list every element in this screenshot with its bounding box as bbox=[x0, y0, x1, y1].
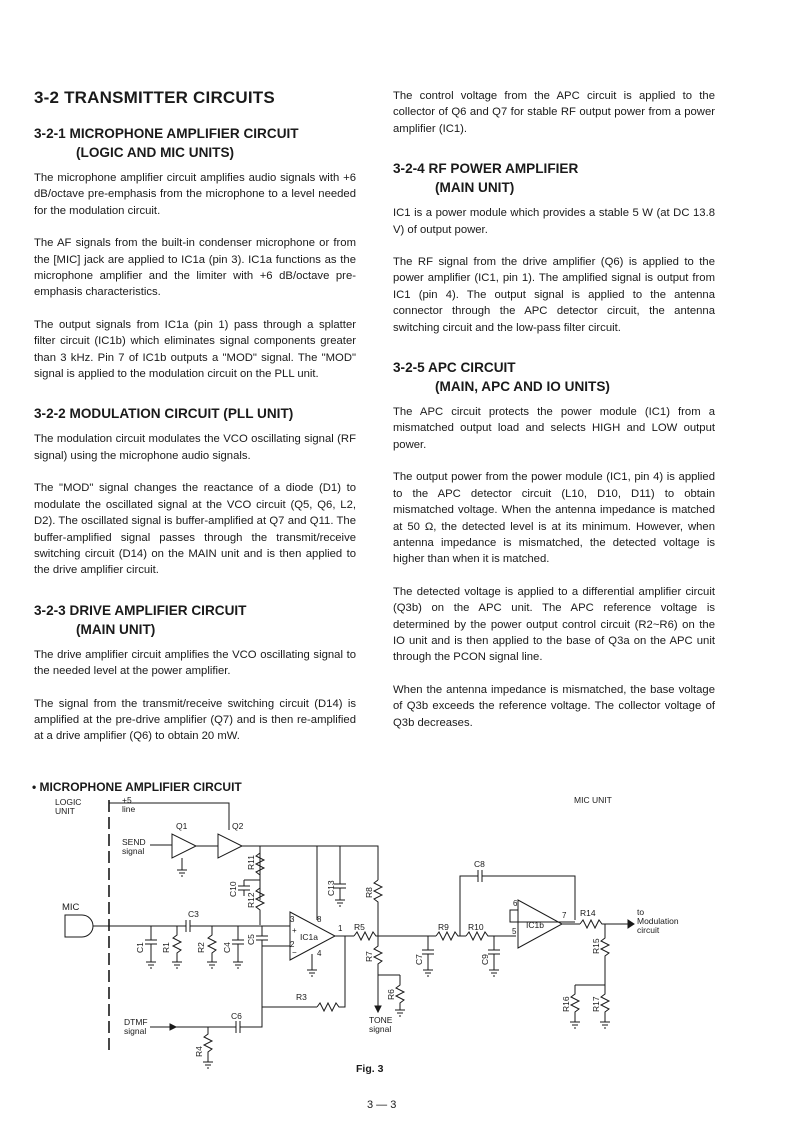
figure-caption: Fig. 3 bbox=[356, 1063, 384, 1075]
c13-label: C13 bbox=[326, 880, 336, 896]
dtmf-label-2: signal bbox=[124, 1026, 147, 1036]
heading-line-1: 3-2-3 DRIVE AMPLIFIER CIRCUIT bbox=[34, 602, 247, 618]
heading-line-1: 3-2-4 RF POWER AMPLIFIER bbox=[393, 161, 579, 177]
tone-label-1: TONE bbox=[369, 1015, 393, 1025]
paragraph: The detected voltage is applied to a differential amplifier circuit (Q3b) on the APC unit. The APC reference voltage is determined by the power output control circuit (R2~R6) on the IO unit and is then applied to the base of Q3a on the APC unit through the PCON signal line. bbox=[393, 585, 715, 664]
figure-title: • MICROPHONE AMPLIFIER CIRCUIT bbox=[32, 780, 242, 794]
heading-line-2: (MAIN UNIT) bbox=[435, 180, 515, 196]
c10-label: C10 bbox=[228, 881, 238, 897]
paragraph: The control voltage from the APC circuit is applied to the collector of Q6 and Q7 for stable RF output power from a power amplifier (IC1). bbox=[393, 90, 715, 135]
send-label-1: SEND bbox=[122, 837, 146, 847]
plus-sign: + bbox=[292, 926, 297, 935]
r11-label: R11 bbox=[246, 855, 256, 870]
pin5-label: 5 bbox=[512, 927, 517, 936]
power-rail bbox=[242, 846, 378, 880]
q1-label: Q1 bbox=[176, 821, 188, 831]
output-label-3: circuit bbox=[637, 925, 660, 935]
r3-label: R3 bbox=[296, 992, 307, 1002]
mic-symbol bbox=[65, 915, 93, 937]
paragraph: The output signals from IC1a (pin 1) pass through a splatter filter circuit (IC1b) which eliminates signal components greater than 3 kHz. Pin 7 of IC1b outputs a "MOD" signal. The "MOD" signal is applied to the modulation circuit on the PLL unit. bbox=[34, 318, 356, 381]
heading-line-2: (LOGIC AND MIC UNITS) bbox=[76, 145, 235, 160]
pin6-label: 6 bbox=[513, 899, 518, 908]
pin4-label: 4 bbox=[317, 949, 322, 958]
pin7-label: 7 bbox=[562, 911, 567, 920]
logic-unit-label-1: LOGIC bbox=[55, 797, 82, 807]
r9-label: R9 bbox=[438, 922, 449, 932]
r8-label: R8 bbox=[364, 887, 374, 898]
r7-label: R7 bbox=[364, 951, 374, 962]
c1-label: C1 bbox=[135, 942, 145, 953]
pin1-label: 1 bbox=[338, 924, 343, 933]
pin8-label: 8 bbox=[317, 915, 322, 924]
heading-line-2: (MAIN, APC AND IO UNITS) bbox=[435, 379, 610, 395]
output-label-1: to bbox=[637, 907, 645, 917]
paragraph: The signal from the transmit/receive switching circuit (D14) is amplified at the pre-drive amplifier (Q7) and is then re-amplified at a drive amplifier (Q6) to obtain 20 mW. bbox=[34, 697, 356, 743]
c7-label: C7 bbox=[414, 954, 424, 965]
section-heading: 3-2-2 MODULATION CIRCUIT (PLL UNIT) bbox=[34, 406, 294, 422]
heading-line-2: (MAIN UNIT) bbox=[76, 621, 156, 637]
paragraph: The drive amplifier circuit amplifies the VCO oscillating signal to the needed level at the power amplifier. bbox=[34, 648, 356, 678]
c3-label: C3 bbox=[188, 909, 199, 919]
paragraph: The output power from the power module (IC1, pin 4) is applied to the APC detector circuit (L10, D10, D11) to obtain mismatched voltage. When the antenna impedance is matched at 50 Ω, the detected level is at its minimum. However, when antenna impedance is mismatched, the detected voltage is higher than when it is matched. bbox=[393, 471, 715, 566]
r4-label: R4 bbox=[194, 1046, 204, 1057]
q2-label: Q2 bbox=[232, 821, 244, 831]
pin2-label: 2 bbox=[290, 940, 295, 949]
paragraph: The "MOD" signal changes the reactance of a diode (D1) to modulate the oscillated signal at the VCO circuit (Q5, Q6, L2, D2). The oscillated signal is buffer-amplified at Q7 and Q11. The buffer-amplified signal passes through the transmit/receive switching circuit (D14) on the MAIN unit and is then applied to the drive amplifier circuit. bbox=[34, 482, 356, 577]
dtmf-label-1: DTMF bbox=[124, 1017, 148, 1027]
r10-label: R10 bbox=[468, 922, 484, 932]
logic-unit-label-2: UNIT bbox=[55, 806, 75, 816]
r12-label: R12 bbox=[246, 892, 256, 908]
minus-sign: − bbox=[292, 948, 297, 957]
r16-label: R16 bbox=[561, 996, 571, 1012]
c9-label: C9 bbox=[480, 954, 490, 965]
heading-line-1: 3-2-5 APC CIRCUIT bbox=[393, 360, 516, 376]
paragraph: The modulation circuit modulates the VCO oscillating signal (RF signal) using the microphone audio signals. bbox=[34, 433, 356, 462]
r17-label: R17 bbox=[591, 996, 601, 1012]
paragraph: The microphone amplifier circuit amplifies audio signals with +6 dB/octave pre-emphasis from the microphone to a level needed for the modulation circuit. bbox=[34, 172, 356, 217]
paragraph: The RF signal from the drive amplifier (Q6) is applied to the power amplifier (IC1, pin 1). The amplified signal is output from IC1 (pin 4). The output signal is applied to the antenna connector through the APC detector circuit, the antenna switching circuit and the low-pass filter circuit. bbox=[393, 256, 715, 334]
pin3-label: 3 bbox=[290, 915, 295, 924]
r15-label: R15 bbox=[591, 938, 601, 954]
r14-label: R14 bbox=[580, 908, 596, 918]
paragraph: When the antenna impedance is mismatched, the base voltage of Q3b exceeds the reference voltage. The collector voltage of Q3b decreases. bbox=[393, 683, 715, 729]
c4-label: C4 bbox=[222, 942, 232, 953]
paragraph: The AF signals from the built-in condenser microphone or from the [MIC] jack are applied to IC1a (pin 3). IC1a functions as the microphone amplifier and the limiter with +6 dB/octave pre-emphasis characteristics. bbox=[34, 237, 356, 299]
paragraph: The APC circuit protects the power module (IC1) from a mismatched output load and selects HIGH and LOW output power. bbox=[393, 406, 715, 451]
output-label-2: Modulation bbox=[637, 916, 679, 926]
ic1b-label: IC1b bbox=[526, 920, 544, 930]
plus5-label-2: line bbox=[122, 804, 136, 814]
r2-label: R2 bbox=[196, 942, 206, 953]
r1-label: R1 bbox=[161, 942, 171, 953]
ic1a-label: IC1a bbox=[300, 932, 318, 942]
c8-label: C8 bbox=[474, 859, 485, 869]
paragraph: IC1 is a power module which provides a stable 5 W (at DC 13.8 V) of output power. bbox=[393, 207, 715, 236]
c6-label: C6 bbox=[231, 1011, 242, 1021]
c5-label: C5 bbox=[246, 934, 256, 945]
q2-symbol bbox=[218, 834, 242, 858]
tone-label-2: signal bbox=[369, 1024, 392, 1034]
page-number: 3 — 3 bbox=[367, 1099, 397, 1111]
plus5-label-1: +5 bbox=[122, 795, 132, 805]
mic-label: MIC bbox=[62, 902, 80, 913]
r6-label: R6 bbox=[386, 989, 396, 1000]
heading-line-1: 3-2-1 MICROPHONE AMPLIFIER CIRCUIT bbox=[34, 126, 299, 141]
q1-symbol bbox=[172, 834, 196, 858]
r5-label: R5 bbox=[354, 922, 365, 932]
send-label-2: signal bbox=[122, 846, 145, 856]
main-title: 3-2 TRANSMITTER CIRCUITS bbox=[34, 88, 275, 107]
mic-unit-label: MIC UNIT bbox=[574, 795, 612, 805]
